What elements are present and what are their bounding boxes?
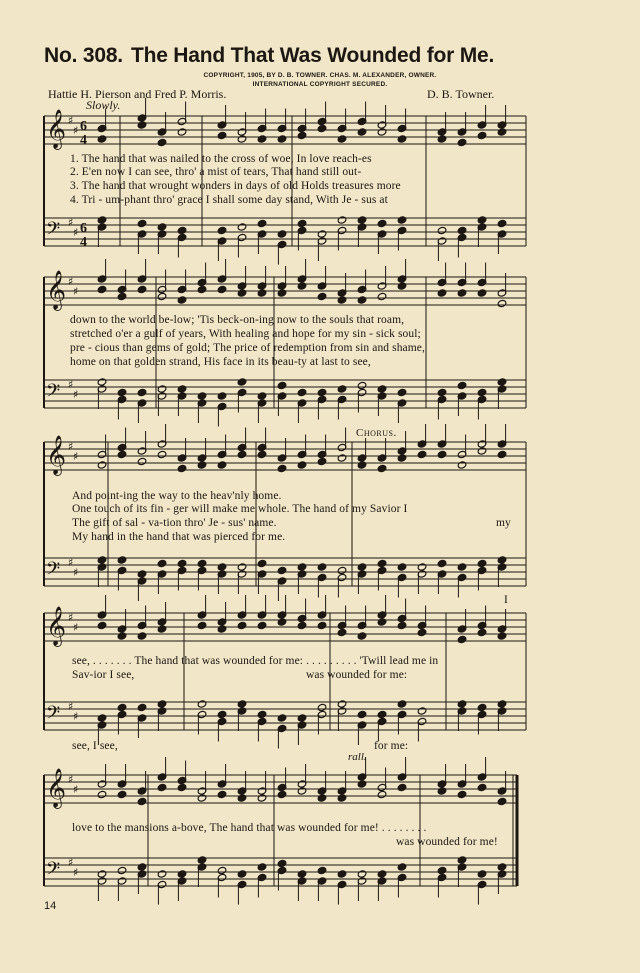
hymn-number: No. 308. <box>44 44 123 67</box>
note-head <box>197 461 207 469</box>
note-head <box>237 794 247 802</box>
note-head <box>177 128 187 136</box>
note-head <box>97 461 107 469</box>
sharp-icon: ♯ <box>73 450 79 463</box>
note-head <box>297 870 307 878</box>
sharp-icon: ♯ <box>68 856 74 869</box>
copyright-line-1: COPYRIGHT, 1905, BY D. B. TOWNER. CHAS. M. ALEXANDER, OWNER. <box>203 72 437 79</box>
note-head <box>277 618 287 626</box>
note-head <box>377 710 387 718</box>
note-head <box>277 566 287 574</box>
note-head <box>97 714 107 722</box>
note-head <box>157 450 167 458</box>
note-head <box>397 454 407 462</box>
note-head <box>477 216 487 224</box>
note-head <box>277 289 287 297</box>
note-head <box>117 632 127 640</box>
note-head <box>137 121 147 129</box>
note-head <box>217 866 227 874</box>
note-head <box>197 559 207 567</box>
treble-clef-icon: 𝄞 <box>46 109 67 149</box>
note-head <box>157 870 167 878</box>
note-head <box>97 790 107 798</box>
note-head <box>377 219 387 227</box>
note-head <box>237 621 247 629</box>
note-head <box>277 230 287 238</box>
note-head <box>497 797 507 805</box>
note-head <box>117 450 127 458</box>
note-head <box>317 703 327 711</box>
note-head <box>397 621 407 629</box>
note-head <box>497 219 507 227</box>
note-head <box>377 128 387 136</box>
note-head <box>117 292 127 300</box>
note-head <box>297 461 307 469</box>
note-head <box>237 450 247 458</box>
sharp-icon: ♯ <box>73 124 79 137</box>
note-head <box>317 621 327 629</box>
note-head <box>317 388 327 396</box>
note-head <box>237 289 247 297</box>
note-head <box>337 454 347 462</box>
note-head <box>137 632 147 640</box>
note-head <box>457 381 467 389</box>
note-head <box>357 296 367 304</box>
note-head <box>477 447 487 455</box>
note-head <box>477 388 487 396</box>
note-head <box>357 870 367 878</box>
note-head <box>197 794 207 802</box>
note-head <box>97 135 107 143</box>
note-head <box>337 296 347 304</box>
note-head <box>197 392 207 400</box>
note-head <box>277 790 287 798</box>
note-head <box>257 794 267 802</box>
verse-4-line-1: 4. Tri - um-phant thro' grace I shall some day stand, With Je - sus at <box>70 194 388 206</box>
note-head <box>217 625 227 633</box>
note-head <box>477 131 487 139</box>
note-head <box>357 710 367 718</box>
note-head <box>157 700 167 708</box>
note-head <box>257 219 267 227</box>
sharp-icon: ♯ <box>68 773 74 786</box>
note-head <box>437 135 447 143</box>
note-head <box>477 703 487 711</box>
note-head <box>297 131 307 139</box>
note-head <box>377 292 387 300</box>
bass-clef-icon: 𝄢 <box>46 559 61 584</box>
note-head <box>437 388 447 396</box>
note-head <box>257 450 267 458</box>
time-signature-bottom: 4 <box>80 235 87 250</box>
note-head <box>477 870 487 878</box>
sharp-icon: ♯ <box>68 114 74 127</box>
note-head <box>357 128 367 136</box>
note-head <box>437 450 447 458</box>
note-head <box>477 783 487 791</box>
page-number: 14 <box>44 900 57 912</box>
note-head <box>117 388 127 396</box>
sharp-icon: ♯ <box>73 621 79 634</box>
note-head <box>497 378 507 386</box>
note-head <box>277 714 287 722</box>
chorus-treble-line-1: see, . . . . . . . The hand that was wounded for me: . . . . . . . . . 'Twill lead me in <box>72 655 439 667</box>
note-head <box>437 866 447 874</box>
note-head <box>497 863 507 871</box>
sharp-icon: ♯ <box>73 566 79 579</box>
note-head <box>457 856 467 864</box>
note-head <box>457 461 467 469</box>
note-head <box>257 135 267 143</box>
note-head <box>97 556 107 564</box>
treble-clef-icon: 𝄞 <box>46 768 67 808</box>
tempo-marking: Slowly. <box>86 98 121 112</box>
note-head <box>457 700 467 708</box>
note-head <box>117 556 127 564</box>
note-head <box>437 787 447 795</box>
verse-4-line-3: My hand in the hand that was pierced for me. <box>72 531 286 543</box>
note-head <box>337 566 347 574</box>
note-head <box>197 621 207 629</box>
note-head <box>157 385 167 393</box>
note-head <box>177 783 187 791</box>
note-head <box>337 700 347 708</box>
note-head <box>277 381 287 389</box>
note-head <box>197 285 207 293</box>
note-head <box>297 219 307 227</box>
note-head <box>237 135 247 143</box>
sharp-icon: ♯ <box>73 388 79 401</box>
note-head <box>197 856 207 864</box>
verse-2-line-3: One touch of its fin - ger will make me whole. The hand of my Savior I <box>72 503 408 515</box>
note-head <box>177 226 187 234</box>
note-head <box>157 783 167 791</box>
note-head <box>357 563 367 571</box>
verse-2-line-1: 2. E'en now I can see, thro' a mist of tears, That hand still out- <box>70 166 362 178</box>
verse-4-line-2: home on that golden strand, His face in its beau-ty at last to see, <box>70 356 371 368</box>
note-head <box>337 794 347 802</box>
note-head <box>377 870 387 878</box>
note-head <box>477 559 487 567</box>
note-head <box>217 226 227 234</box>
note-head <box>177 870 187 878</box>
note-head <box>257 621 267 629</box>
note-head <box>397 700 407 708</box>
note-head <box>497 700 507 708</box>
note-head <box>157 223 167 231</box>
note-head <box>277 859 287 867</box>
time-signature-bottom: 4 <box>80 133 87 148</box>
chorus-alto-line-1b: was wounded for me: <box>306 669 408 681</box>
verse-1-line-3: And point-ing the way to the heav'nly home. <box>72 490 282 502</box>
sharp-icon: ♯ <box>73 710 79 723</box>
composer: D. B. Towner. <box>427 87 495 101</box>
sharp-icon: ♯ <box>68 611 74 624</box>
note-head <box>457 563 467 571</box>
note-head <box>357 216 367 224</box>
sharp-icon: ♯ <box>68 275 74 288</box>
treble-clef-icon: 𝄞 <box>46 606 67 646</box>
note-head <box>317 124 327 132</box>
bass-lyric-my: my <box>496 517 511 529</box>
note-head <box>217 285 227 293</box>
note-head <box>157 559 167 567</box>
note-head <box>217 710 227 718</box>
note-head <box>317 794 327 802</box>
time-signature-top: 6 <box>80 221 87 236</box>
note-head <box>257 289 267 297</box>
note-head <box>417 707 427 715</box>
bass-clef-icon: 𝄢 <box>46 381 61 406</box>
note-head <box>497 128 507 136</box>
note-head <box>257 392 267 400</box>
note-head <box>337 135 347 143</box>
note-head <box>297 282 307 290</box>
note-head <box>317 457 327 465</box>
note-head <box>97 621 107 629</box>
note-head <box>237 870 247 878</box>
note-head <box>417 628 427 636</box>
note-head <box>397 783 407 791</box>
note-head <box>137 797 147 805</box>
note-head <box>157 625 167 633</box>
note-head <box>217 131 227 139</box>
note-head <box>477 289 487 297</box>
chorus-alto-line-1: Sav-ior I see, <box>72 669 135 681</box>
note-head <box>397 282 407 290</box>
note-head <box>357 381 367 389</box>
note-head <box>257 710 267 718</box>
time-signature-top: 6 <box>80 119 87 134</box>
note-head <box>497 632 507 640</box>
note-head <box>497 299 507 307</box>
note-head <box>137 457 147 465</box>
note-head <box>457 226 467 234</box>
treble-clef-icon: 𝄞 <box>46 270 67 310</box>
note-head <box>137 703 147 711</box>
sharp-icon: ♯ <box>68 700 74 713</box>
note-head <box>257 559 267 567</box>
note-head <box>97 285 107 293</box>
note-head <box>357 632 367 640</box>
note-head <box>177 559 187 567</box>
sharp-icon: ♯ <box>73 285 79 298</box>
note-head <box>297 388 307 396</box>
note-head <box>397 563 407 571</box>
note-head <box>257 863 267 871</box>
note-head <box>397 388 407 396</box>
lyricists: Hattie H. Pierson and Fred P. Morris. <box>48 87 227 101</box>
chorus-treble-line-2: love to the mansions a-bove, The hand that was wounded for me! . . . . . . . . <box>72 822 427 834</box>
bass-clef-icon: 𝄢 <box>46 703 61 728</box>
note-head <box>137 863 147 871</box>
chorus-label: Chorus. <box>356 427 397 439</box>
note-head <box>337 216 347 224</box>
note-head <box>237 700 247 708</box>
bass-lyric-i: I <box>504 594 508 606</box>
note-head <box>437 226 447 234</box>
note-head <box>457 138 467 146</box>
treble-clef-icon: 𝄞 <box>46 435 67 475</box>
verse-2-line-2: stretched o'er a gulf of years, With healing and hope for my sin - sick soul; <box>70 328 421 340</box>
note-head <box>317 563 327 571</box>
sharp-icon: ♯ <box>68 440 74 453</box>
note-head <box>277 135 287 143</box>
note-head <box>497 450 507 458</box>
note-head <box>377 790 387 798</box>
note-head <box>97 870 107 878</box>
note-head <box>297 787 307 795</box>
note-head <box>457 635 467 643</box>
verse-3-line-3: The gift of sal - va-tion thro' Je - sus' name. <box>72 517 277 529</box>
note-head <box>397 216 407 224</box>
note-head <box>497 556 507 564</box>
note-head <box>177 464 187 472</box>
verse-1-line-2: down to the world be-low; 'Tis beck-on-ing now to the souls that roam, <box>70 314 405 326</box>
note-head <box>177 385 187 393</box>
note-head <box>417 450 427 458</box>
sharp-icon: ♯ <box>73 783 79 796</box>
note-head <box>357 461 367 469</box>
copyright-line-2: INTERNATIONAL COPYRIGHT SECURED. <box>252 81 388 88</box>
chorus-bass-line-1b: for me: <box>374 740 409 752</box>
note-head <box>437 289 447 297</box>
note-head <box>477 628 487 636</box>
bass-clef-icon: 𝄢 <box>46 219 61 244</box>
verse-1-line-1: 1. The hand that was nailed to the cross of woe, In love reach-es <box>70 153 372 165</box>
note-head <box>177 296 187 304</box>
note-head <box>217 461 227 469</box>
note-head <box>237 378 247 386</box>
verse-3-line-1: 3. The hand that wrought wonders in days of old Holds treasures more <box>70 180 401 192</box>
chorus-alto-line-2: was wounded for me! <box>396 836 498 848</box>
bass-clef-icon: 𝄢 <box>46 859 61 884</box>
note-head <box>277 464 287 472</box>
note-head <box>157 292 167 300</box>
note-head <box>137 570 147 578</box>
note-head <box>217 563 227 571</box>
note-head <box>197 700 207 708</box>
note-head <box>377 618 387 626</box>
note-head <box>377 464 387 472</box>
note-head <box>457 790 467 798</box>
verse-3-line-2: pre - cious than gems of gold; The price of redemption from sin and shame, <box>70 342 425 354</box>
note-head <box>97 378 107 386</box>
note-head <box>217 392 227 400</box>
sharp-icon: ♯ <box>73 866 79 879</box>
note-head <box>297 621 307 629</box>
note-head <box>417 563 427 571</box>
note-head <box>137 388 147 396</box>
note-head <box>117 790 127 798</box>
sharp-icon: ♯ <box>68 216 74 229</box>
note-head <box>97 216 107 224</box>
sharp-icon: ♯ <box>68 378 74 391</box>
sharp-icon: ♯ <box>68 556 74 569</box>
note-head <box>337 385 347 393</box>
note-head <box>437 559 447 567</box>
note-head <box>457 289 467 297</box>
hymn-title-text: The Hand That Was Wounded for Me. <box>130 44 495 67</box>
note-head <box>377 559 387 567</box>
sharp-icon: ♯ <box>73 226 79 239</box>
note-head <box>297 563 307 571</box>
note-head <box>137 285 147 293</box>
chorus-bass-line-1: see, I see, <box>72 740 118 752</box>
note-head <box>157 138 167 146</box>
note-head <box>397 863 407 871</box>
note-head <box>237 563 247 571</box>
note-head <box>377 385 387 393</box>
note-head <box>317 866 327 874</box>
note-head <box>337 628 347 636</box>
note-head <box>117 866 127 874</box>
note-head <box>237 223 247 231</box>
note-head <box>397 135 407 143</box>
note-head <box>137 219 147 227</box>
note-head <box>337 870 347 878</box>
note-head <box>317 230 327 238</box>
note-head <box>217 790 227 798</box>
rallentando-marking: rall. <box>348 751 367 763</box>
note-head <box>357 780 367 788</box>
note-head <box>117 703 127 711</box>
note-head <box>297 714 307 722</box>
note-head <box>317 292 327 300</box>
